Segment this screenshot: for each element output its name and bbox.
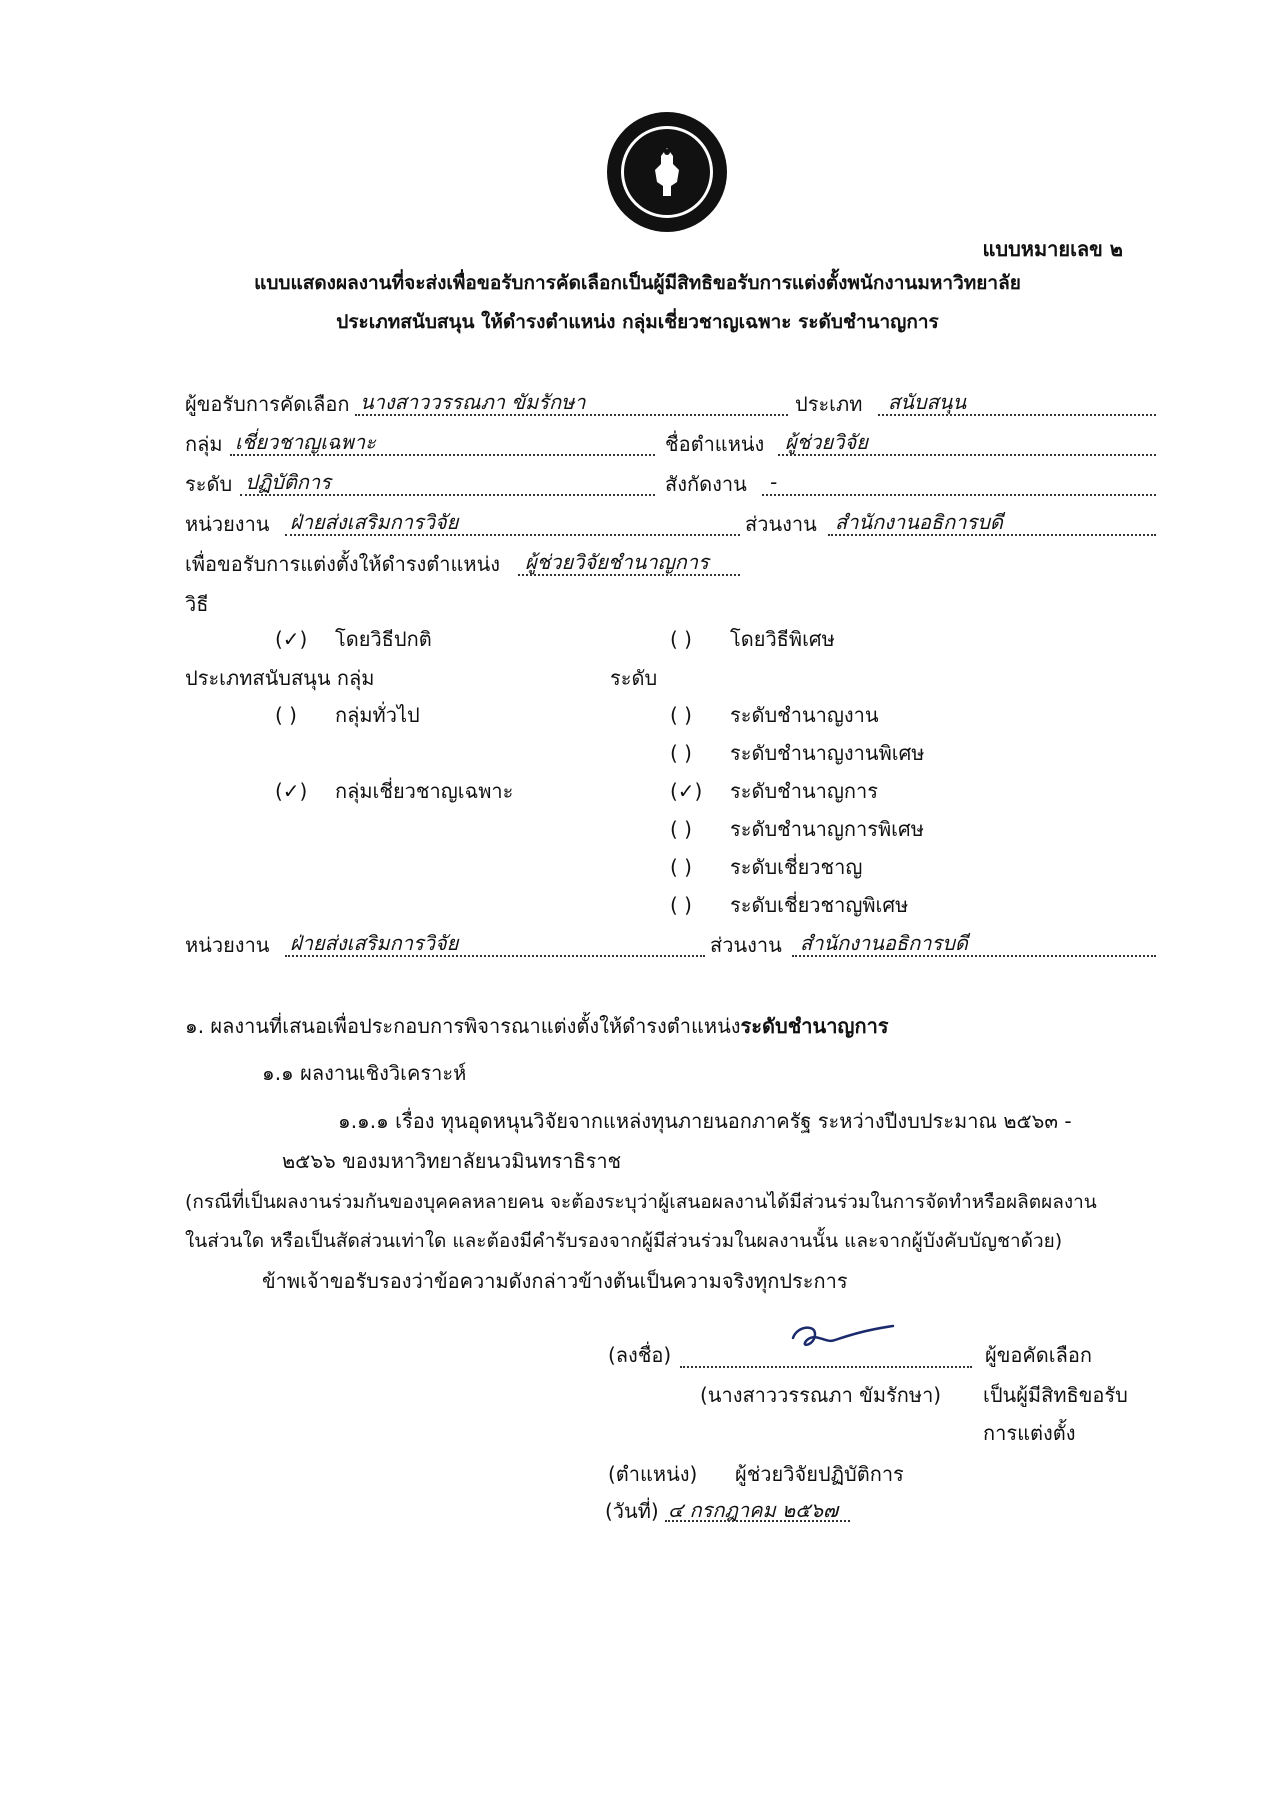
type-value: สนับสนุน: [888, 390, 967, 414]
appoint-dotline: [518, 574, 740, 576]
section-1-1: ๑.๑ ผลงานเชิงวิเคราะห์: [262, 1061, 467, 1085]
form-number: แบบหมายเลข ๒: [982, 237, 1123, 261]
division2-dotline: [792, 955, 1156, 957]
group-specialist-mark: (✓): [275, 779, 308, 803]
section-1-1-1-line2: ๒๕๖๖ ของมหาวิทยาลัยนวมินทราธิราช: [282, 1149, 622, 1173]
note-line-1: (กรณีที่เป็นผลงานร่วมกันของบุคคลหลายคน จะต้องระบุว่าผู้เสนอผลงานได้มีส่วนร่วมในการจัดทำหรือผลิตผลงาน: [185, 1191, 1097, 1213]
level-6-label: ระดับเชี่ยวชาญพิเศษ: [730, 893, 909, 917]
signer-name: (นางสาววรรณภา ขัมรักษา): [700, 1383, 942, 1407]
method-normal-mark: (✓): [275, 627, 308, 651]
level-value: ปฏิบัติการ: [245, 470, 331, 494]
group-specialist-label: กลุ่มเชี่ยวชาญเฉพาะ: [335, 779, 514, 803]
method-normal-label: โดยวิธีปกติ: [335, 627, 432, 651]
applicant-value: นางสาววรรณภา ขัมรักษา: [360, 390, 586, 414]
division-label: ส่วนงาน: [745, 512, 817, 536]
unit2-dotline: [285, 955, 705, 957]
affiliation-dotline: [762, 494, 1156, 496]
role-line-1: ผู้ขอคัดเลือก: [985, 1343, 1092, 1367]
applicant-label: ผู้ขอรับการคัดเลือก: [185, 392, 350, 416]
level-2-mark: ( ): [670, 741, 692, 765]
group-label: กลุ่ม: [185, 432, 223, 456]
type-label: ประเภท: [795, 392, 863, 416]
method-special-label: โดยวิธีพิเศษ: [730, 627, 835, 651]
appoint-label: เพื่อขอรับการแต่งตั้งให้ดำรงตำแหน่ง: [185, 552, 501, 576]
level-3-label: ระดับชำนาญการ: [730, 779, 878, 803]
group-heading: ประเภทสนับสนุน กลุ่ม: [185, 666, 375, 690]
signer-position-value: ผู้ช่วยวิจัยปฏิบัติการ: [735, 1462, 904, 1486]
level-3-mark: (✓): [670, 779, 703, 803]
level-4-mark: ( ): [670, 817, 692, 841]
level-heading: ระดับ: [610, 666, 658, 690]
affiliation-label: สังกัดงาน: [665, 472, 747, 496]
title-line-2: ประเภทสนับสนุน ให้ดำรงตำแหน่ง กลุ่มเชี่ยวชาญเฉพาะ ระดับชำนาญการ: [336, 311, 939, 333]
type-dotline: [878, 414, 1156, 416]
unit2-label: หน่วยงาน: [185, 933, 270, 957]
unit-dotline: [285, 534, 740, 536]
section-1-1-1-line1: ๑.๑.๑ เรื่อง ทุนอุดหนุนวิจัยจากแหล่งทุนภายนอกภาครัฐ ระหว่างปีงบประมาณ ๒๕๖๓ -: [338, 1109, 1072, 1133]
method-special-mark: ( ): [670, 627, 692, 651]
method-label: วิธี: [185, 592, 209, 616]
unit-value: ฝ่ายส่งเสริมการวิจัย: [290, 510, 459, 534]
unit-label: หน่วยงาน: [185, 512, 270, 536]
division-value: สำนักงานอธิการบดี: [835, 510, 1003, 534]
date-label: (วันที่): [605, 1499, 659, 1523]
division2-label: ส่วนงาน: [710, 933, 782, 957]
level-5-mark: ( ): [670, 855, 692, 879]
signer-position-label: (ตำแหน่ง): [608, 1462, 698, 1486]
group-general-mark: ( ): [275, 703, 297, 727]
position-value: ผู้ช่วยวิจัย: [785, 430, 868, 454]
sign-label: (ลงชื่อ): [608, 1343, 672, 1367]
title-line-1: แบบแสดงผลงานที่จะส่งเพื่อขอรับการคัดเลือกเป็นผู้มีสิทธิขอรับการแต่งตั้งพนักงานมหาวิทยาลัย: [254, 272, 1021, 294]
level-6-mark: ( ): [670, 893, 692, 917]
section-1: ๑. ผลงานที่เสนอเพื่อประกอบการพิจารณาแต่งตั้งให้ดำรงตำแหน่งระดับชำนาญการ: [185, 1014, 889, 1038]
position-label: ชื่อตำแหน่ง: [665, 432, 765, 456]
level-label: ระดับ: [185, 472, 233, 496]
handwritten-signature: [785, 1318, 905, 1358]
signature-dotline: [680, 1366, 972, 1368]
level-4-label: ระดับชำนาญการพิเศษ: [730, 817, 924, 841]
level-2-label: ระดับชำนาญงานพิเศษ: [730, 741, 925, 765]
date-dotline: [665, 1520, 850, 1522]
role-line-3: การแต่งตั้ง: [983, 1421, 1076, 1445]
university-seal: [607, 112, 727, 232]
unit2-value: ฝ่ายส่งเสริมการวิจัย: [290, 931, 459, 955]
group-general-label: กลุ่มทั่วไป: [335, 703, 420, 727]
note-line-2: ในส่วนใด หรือเป็นสัดส่วนเท่าใด และต้องมีคำรับรองจากผู้มีส่วนร่วมในผลงานนั้น และจากผู้บังคับบัญชาด้วย): [185, 1230, 1063, 1252]
elephant-emblem-icon: [643, 142, 691, 202]
date-value: ๔ กรกฎาคม ๒๕๖๗: [668, 1498, 839, 1522]
group-value: เชี่ยวชาญเฉพาะ: [235, 430, 376, 454]
division-dotline: [828, 534, 1156, 536]
level-1-label: ระดับชำนาญงาน: [730, 703, 879, 727]
level-dotline: [240, 494, 655, 496]
level-5-label: ระดับเชี่ยวชาญ: [730, 855, 863, 879]
division2-value: สำนักงานอธิการบดี: [800, 931, 968, 955]
level-1-mark: ( ): [670, 703, 692, 727]
affiliation-value: -: [770, 470, 778, 494]
certify-statement: ข้าพเจ้าขอรับรองว่าข้อความดังกล่าวข้างต้นเป็นความจริงทุกประการ: [262, 1269, 848, 1293]
group-dotline: [230, 454, 655, 456]
appoint-value: ผู้ช่วยวิจัยชำนาญการ: [525, 550, 709, 574]
position-dotline: [778, 454, 1156, 456]
applicant-dotline: [355, 414, 788, 416]
role-line-2: เป็นผู้มีสิทธิขอรับ: [983, 1383, 1128, 1407]
